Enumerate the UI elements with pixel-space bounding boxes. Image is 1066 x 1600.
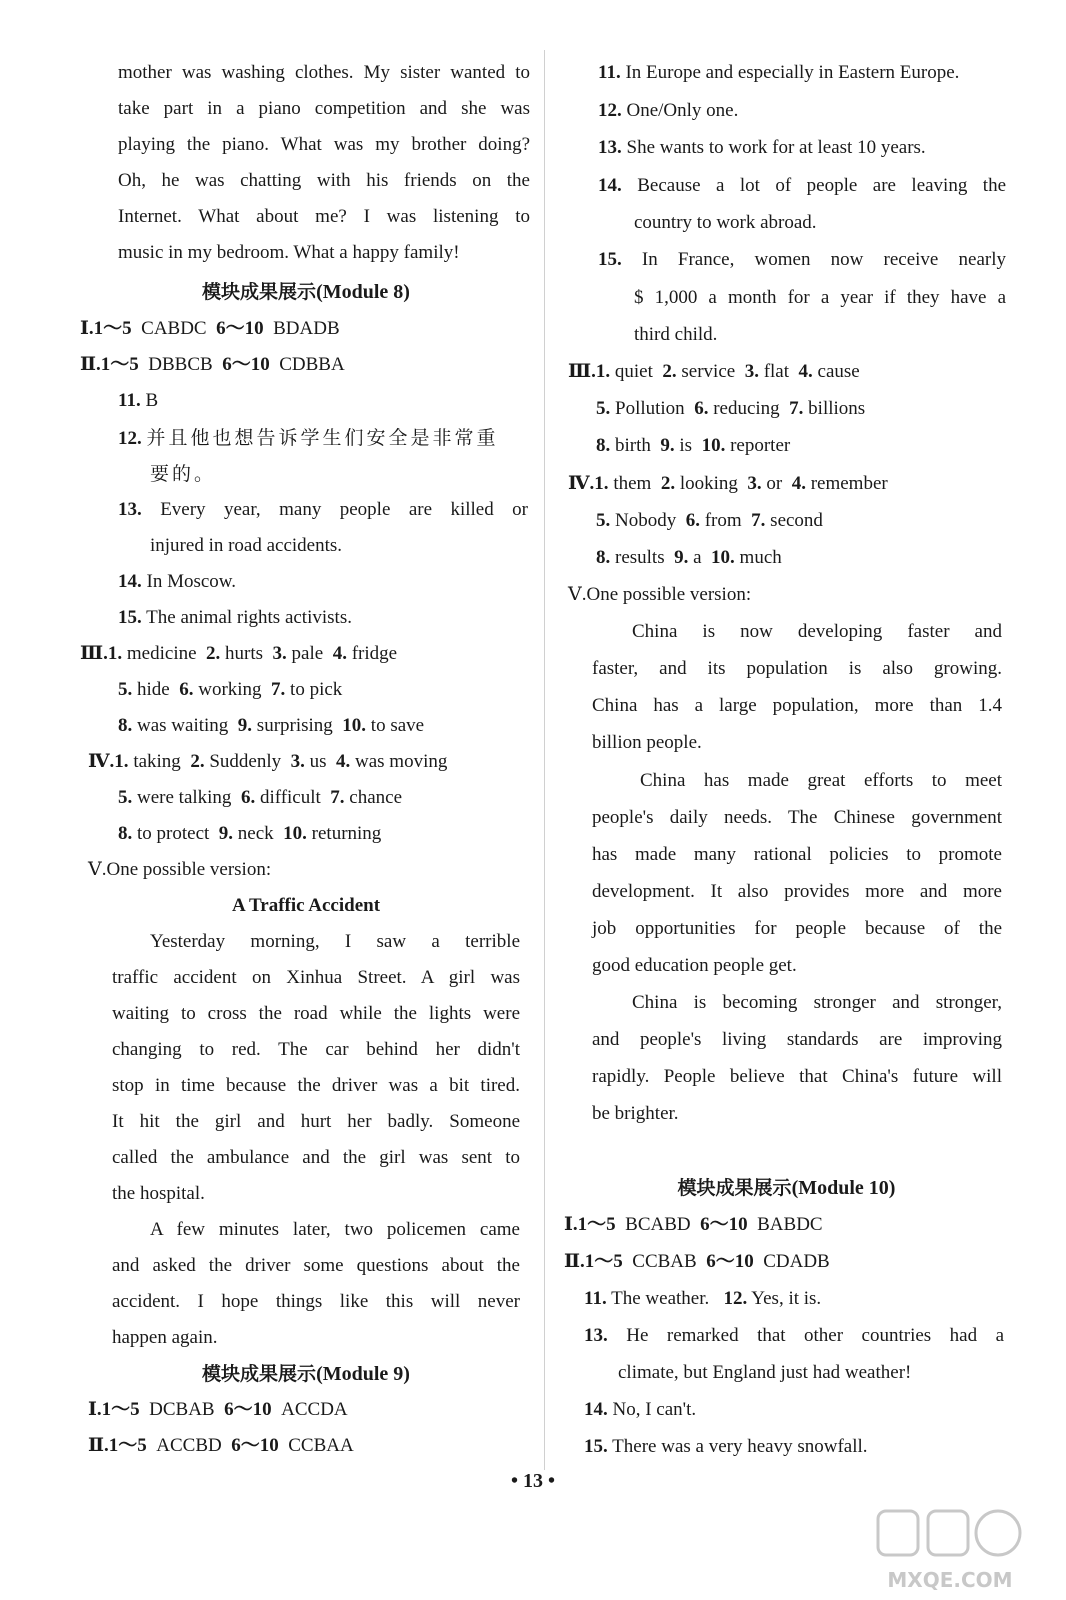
page-number: • 13 • [510,1470,555,1492]
m8-part-ii: Ⅱ.1～5 DBBCB 6～10 CDBBA [80,354,345,375]
essay-line: traffic accident on Xinhua Street. A girl was [112,967,520,988]
essay-line: rapidly. People believe that China's future will [592,1066,1002,1087]
m9-q14: 14. Because a lot of people are leaving the [598,175,1007,196]
m9-part-iv-row3: 8. results 9. a 10. much [596,547,782,568]
watermark-logo [870,1505,1030,1595]
essay-line: stop in time because the driver was a bit tired. [112,1075,520,1096]
intro-line: Internet. What about me? I was listening to [118,206,530,227]
m9-part-v-label: Ⅴ.One possible version: [568,584,752,605]
m8-q12: 12. 并且他也想告诉学生们安全是非常重 [118,427,499,449]
column-divider [544,50,545,1470]
m9-q11: 11. In Europe and especially in Eastern Europe. [598,62,960,83]
essay-title: A Traffic Accident [231,895,381,916]
m8-q12-cont: 要的。 [150,463,217,485]
essay-line: people's daily needs. The Chinese government [592,807,1002,828]
m10-q15: 15. There was a very heavy snowfall. [584,1436,868,1457]
essay-line: It hit the girl and hurt her badly. Someone [112,1111,520,1132]
m10-q14: 14. No, I can't. [584,1399,697,1420]
essay-line: good education people get. [592,955,797,976]
essay-line: changing to red. The car behind her didn't [112,1039,520,1060]
essay-line: called the ambulance and the girl was sent to [112,1147,520,1168]
watermark-text: MXQE.COM [887,1568,1013,1592]
m8-part-iv-row1: Ⅳ.1. taking 2. Suddenly 3. us 4. was moving [88,751,448,772]
essay-line: development. It also provides more and more [592,881,1002,902]
essay-line: the hospital. [112,1183,205,1204]
module-8-heading: 模块成果展示(Module 8) [202,281,410,303]
essay-line: billion people. [592,732,702,753]
essay-line: be brighter. [592,1103,679,1124]
module-10-heading: 模块成果展示(Module 10) [677,1177,896,1199]
m9-part-iii-row3: 8. birth 9. is 10. reporter [596,435,791,456]
m8-part-i: Ⅰ.1～5 CABDC 6～10 BDADB [80,318,340,339]
m10-q11-q12: 11. The weather. 12. Yes, it is. [584,1288,822,1309]
m8-part-iii-row1: Ⅲ.1. medicine 2. hurts 3. pale 4. fridge [80,643,398,664]
intro-line: playing the piano. What was my brother doing? [118,134,530,155]
essay-line: job opportunities for people because of the [592,918,1002,939]
m9-part-iii-row1: Ⅲ.1. quiet 2. service 3. flat 4. cause [568,361,860,382]
m10-part-i: Ⅰ.1～5 BCABD 6～10 BABDC [564,1214,823,1235]
module-9-heading: 模块成果展示(Module 9) [202,1363,410,1385]
m8-q15: 15. The animal rights activists. [118,607,352,628]
m8-part-iv-row2: 5. were talking 6. difficult 7. chance [118,787,403,808]
m8-part-iii-row2: 5. hide 6. working 7. to pick [118,679,343,700]
m9-part-iii-row2: 5. Pollution 6. reducing 7. billions [596,398,866,419]
intro-line: take part in a piano competition and she was [118,98,530,119]
m10-part-ii: Ⅱ.1～5 CCBAB 6～10 CDADB [564,1251,830,1272]
m10-q13: 13. He remarked that other countries had a [584,1325,1005,1346]
m9-q12: 12. One/Only one. [598,100,739,121]
m8-part-v-label: Ⅴ.One possible version: [88,859,272,880]
essay-line: happen again. [112,1327,218,1348]
essay-line: A few minutes later, two policemen came [150,1219,520,1240]
m9-part-iv-row1: Ⅳ.1. them 2. looking 3. or 4. remember [568,473,888,494]
m8-part-iii-row3: 8. was waiting 9. surprising 10. to save [118,715,425,736]
m9-q15-cont: third child. [634,324,718,345]
m9-part-i: Ⅰ.1～5 DCBAB 6～10 ACCDA [88,1399,348,1420]
m10-q13-cont: climate, but England just had weather! [618,1362,912,1383]
intro-line: Oh, he was chatting with his friends on the [118,170,530,191]
m9-q14-cont: country to work abroad. [634,212,817,233]
essay-line: has made many rational policies to promote [592,844,1002,865]
m8-part-iv-row3: 8. to protect 9. neck 10. returning [118,823,382,844]
essay-line: faster, and its population is also growing. [592,658,1002,679]
intro-line: music in my bedroom. What a happy family! [118,242,460,263]
essay-line: Yesterday morning, I saw a terrible [150,931,520,952]
m8-q14: 14. In Moscow. [118,571,237,592]
essay-line: waiting to cross the road while the lights were [112,1003,520,1024]
m9-q13: 13. She wants to work for at least 10 years. [598,137,926,158]
m8-q13-cont: injured in road accidents. [150,535,343,556]
m9-q15: 15. In France, women now receive nearly [598,249,1006,270]
m9-part-iv-row2: 5. Nobody 6. from 7. second [596,510,823,531]
m8-q13: 13. Every year, many people are killed or [118,499,528,520]
m8-q11: 11. B [118,390,159,411]
essay-line: China has a large population, more than 1.4 [592,695,1002,716]
essay-line: China is now developing faster and [632,621,1002,642]
m9-part-ii: Ⅱ.1～5 ACCBD 6～10 CCBAA [88,1435,354,1456]
intro-line: mother was washing clothes. My sister wanted to [118,62,530,83]
essay-line: China is becoming stronger and stronger, [632,992,1002,1013]
essay-line: accident. I hope things like this will never [112,1291,520,1312]
essay-line: and asked the driver some questions about the [112,1255,520,1276]
m9-q15-cont: $ 1,000 a month for a year if they have a [634,287,1006,308]
essay-line: and people's living standards are improving [592,1029,1002,1050]
essay-line: China has made great efforts to meet [640,770,1002,791]
